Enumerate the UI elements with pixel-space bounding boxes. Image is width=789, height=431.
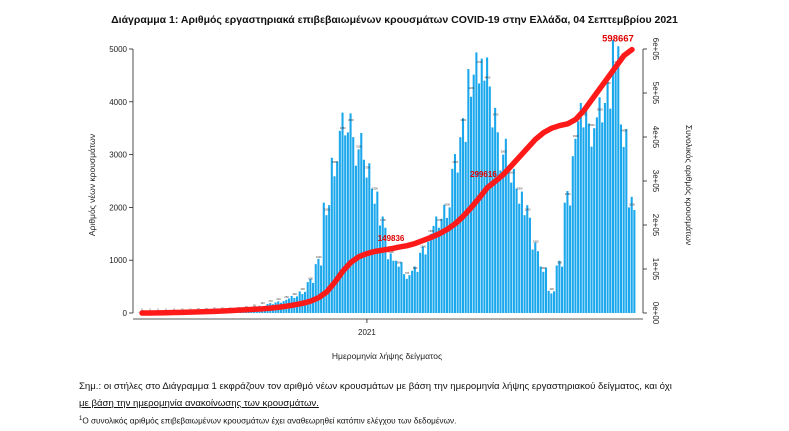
bar [553,291,555,313]
bar [534,243,536,313]
bar-value-label: 3000 [500,150,507,154]
x-axis-ticks [358,319,376,337]
bar [443,205,445,313]
bar [617,46,619,313]
bar-value-label: 10 [180,308,184,312]
bar-value-label: 4200 [468,87,475,91]
bar-value-label: 210 [276,297,281,301]
bar [513,169,515,313]
bar-value-label: 170 [268,300,273,304]
bar [320,265,322,313]
bar [317,259,319,313]
bar [529,218,531,313]
bar-value-label: 900 [557,261,562,265]
bar [593,128,595,313]
bar [387,259,389,313]
bar [596,117,598,313]
bar-value-label: 25 [212,307,216,311]
bar [395,261,397,313]
bar [352,137,354,313]
bar-value-label: 250 [284,295,289,299]
bar [497,132,499,313]
bar [411,271,413,313]
bar [467,69,469,313]
bar [499,170,501,313]
bar-value-label: 300 [292,293,297,297]
bar-value-label: 90 [253,304,256,308]
y2-tick-label: 2e+05 [651,213,660,237]
bar [623,147,625,313]
bar-value-label: 600 [308,277,313,281]
bar [540,267,542,313]
y2-tick-label: 6e+05 [651,37,660,61]
bar [556,265,558,313]
bar [631,197,633,313]
bar-value-label: 1300 [532,240,539,244]
bar-value-label: 1900 [323,208,330,212]
y-tick-label: 5000 [109,45,127,54]
bar [494,108,496,313]
y-tick-label: 3000 [109,150,127,160]
bar [572,156,574,313]
bar [398,267,400,313]
bar [596,97,603,313]
bar [633,210,635,313]
bar-value-label: 5 [141,308,143,312]
bar-value-label: 5 [149,308,151,312]
bar [561,267,563,313]
bar-value-label: 1500 [428,229,435,233]
bar-value-label: 2200 [564,192,571,196]
bar [625,129,627,313]
bar [328,205,330,313]
bar [465,142,467,313]
bar [408,275,410,313]
bar-value-label: 2800 [331,161,338,165]
bar [406,279,408,313]
bar [548,291,550,313]
bar [604,103,606,313]
bar-value-label: 5 [157,308,159,312]
bar-value-label: 12 [188,308,192,312]
bar [577,121,579,313]
bar [392,261,394,313]
y2-tick-label: 0e+00 [651,301,660,325]
bar [521,192,523,313]
bar [475,52,477,313]
bar [307,282,309,313]
bar [355,166,357,313]
bar [524,215,526,313]
bar [507,165,509,313]
bar-value-label: 2000 [629,203,635,207]
bar [612,40,614,313]
bar [569,206,571,313]
chart-title: Διάγραμμα 1: Αριθμός εργαστηριακά επιβεβαιωμένων κρουσμάτων COVID-19 στην Ελλάδα, 04 Σεπτεμβρίου 2021 [111,14,678,26]
bar [435,217,437,313]
bar [336,161,338,313]
bar [483,81,485,313]
y2-tick-label: 4e+05 [651,125,660,149]
bar-value-label: 2000 [444,203,451,207]
bar [489,86,491,313]
bar [457,173,459,313]
cumulative-annotation: 598667 [602,33,634,45]
bar-value-label: 3800 [596,108,603,112]
bar-value-label: 3450 [339,126,346,130]
bar [390,253,392,313]
bar [537,251,539,313]
bar-value-label: 15 [196,308,200,312]
bar-value-label: 3700 [580,113,587,117]
bar [481,59,483,313]
bar-value-label: 60 [244,305,248,309]
note-line-2: με βάση την ημερομηνία ανακοίνωσης των κρουσμάτων. [79,398,319,409]
bar [403,274,405,313]
bar [416,272,418,313]
bar-value-label: 4400 [484,76,491,80]
bar [574,139,576,313]
bar-value-label: 4700 [476,60,483,64]
bar-value-label: 400 [300,287,305,291]
bar [510,183,512,313]
cumulative-annotation: 149836 [377,234,405,244]
bar [382,217,384,313]
bar [451,169,453,313]
y-tick-label: 2000 [109,203,127,213]
bar [588,124,590,313]
bar [420,245,427,313]
bar-value-label: 20 [204,307,208,311]
right-axis-ticks [643,38,660,325]
bar [374,204,376,313]
bar-value-label: 3500 [588,124,595,128]
left-axis-ticks [109,45,133,318]
y2-tick-label: 5e+05 [651,81,660,105]
bar-value-label: 30 [228,307,232,311]
bar [333,176,335,313]
bar-value-label: 2300 [372,187,378,191]
y-tick-label: 1000 [109,256,127,266]
bar-value-label: 2600 [508,171,515,175]
y2-axis-label: Συνολικός αριθμός κρουσμάτων [684,124,694,246]
y-tick-label: 0 [122,309,127,318]
bar-value-label: 25 [220,307,224,311]
bar [452,154,459,313]
bar [358,149,360,313]
footnote [79,416,456,426]
bar-value-label: 6 [165,308,167,312]
bar [532,250,534,313]
x-tick-label: 2021 [358,328,376,337]
bar [518,204,520,313]
bar [459,137,461,313]
bar-value-label: 3600 [460,118,467,122]
bar-value-label: 3600 [347,118,354,122]
bar-value-label: 8 [173,308,175,312]
bar [558,261,560,313]
bar-value-label: 3300 [572,134,579,138]
bar [590,147,592,313]
cumulative-annotation: 299616 [470,170,497,180]
bar [427,242,429,313]
bar-value-label: 1100 [388,250,394,254]
bar [491,127,493,313]
bars [138,40,635,313]
bar-value-label: 3700 [492,113,499,117]
bar [347,132,349,313]
bar-value-label: 4300 [604,81,611,85]
bar-value-label: 3100 [355,145,362,149]
bar [419,253,421,313]
bar [363,160,365,313]
bar-value-label: 1000 [315,256,322,260]
bar [309,279,311,313]
bar-value-label: 800 [412,266,418,270]
note-line-1: Σημ.: οι στήλες στο Διάγραμμα 1 εκφράζουν τον αριθμό νέων κρουσμάτων με βάση την ημερομηνία λήψης εργαστηριακού δείγματος, και όχι [79,381,672,392]
bar [545,268,547,313]
bar-value-label: 800 [541,266,546,270]
y2-tick-label: 3e+05 [651,169,660,193]
bar [473,75,475,313]
footnote-mark: 1 [79,416,83,422]
bar [339,131,341,313]
bar [347,113,354,313]
bar-value-label: 40 [236,306,240,310]
y-tick-label: 4000 [109,97,127,107]
bar [582,127,584,313]
bar [360,133,362,313]
bar [550,293,552,313]
y-axis-label: Αριθμός νέων κρουσμάτων [87,133,97,237]
footnote-text: Ο συνολικός αριθμός επιβεβαιωμένων κρουσμάτων έχει αναθεωρηθεί κατόπιν ελέγχου των δεδομένων. [82,416,457,426]
bar-value-label: 2300 [516,187,523,191]
bar [400,262,402,313]
bar [341,113,343,313]
bar [516,189,518,313]
bar [566,191,568,313]
bar-value-label: 3400 [621,129,627,133]
bar [315,264,317,313]
bar [580,103,582,313]
bar-value-label: 1200 [420,245,427,249]
bar [438,228,440,313]
x-axis-label: Ημερομηνία λήψης δείγματος [331,351,443,361]
bar [542,272,544,313]
bar-value-label: 2800 [452,161,459,165]
bar [505,139,507,313]
bar [620,125,622,314]
bar [585,108,587,313]
bar-value-label: 2700 [364,166,370,170]
bar [368,163,370,313]
bar-value-label: 130 [260,302,265,306]
bar [430,234,432,313]
bar [609,109,611,313]
bar [564,203,566,313]
bar [366,178,368,313]
bar [414,267,416,313]
bar [601,122,603,313]
bar [628,207,630,313]
bar-value-label: 1700 [436,219,443,223]
bar [604,80,611,313]
bar [344,135,346,313]
y2-tick-label: 1e+05 [651,257,660,281]
bar-value-label: 1900 [524,208,531,212]
bar-value-label: 4700 [613,60,619,64]
bar [449,207,451,313]
bar-value-label: 700 [404,272,410,276]
bar [424,254,426,313]
bar [615,71,617,313]
bar-value-label: 400 [549,287,554,291]
bar-value-label: 900 [396,261,402,265]
bar [526,205,528,313]
bar [325,215,327,313]
bar-value-label: 1700 [380,219,386,223]
